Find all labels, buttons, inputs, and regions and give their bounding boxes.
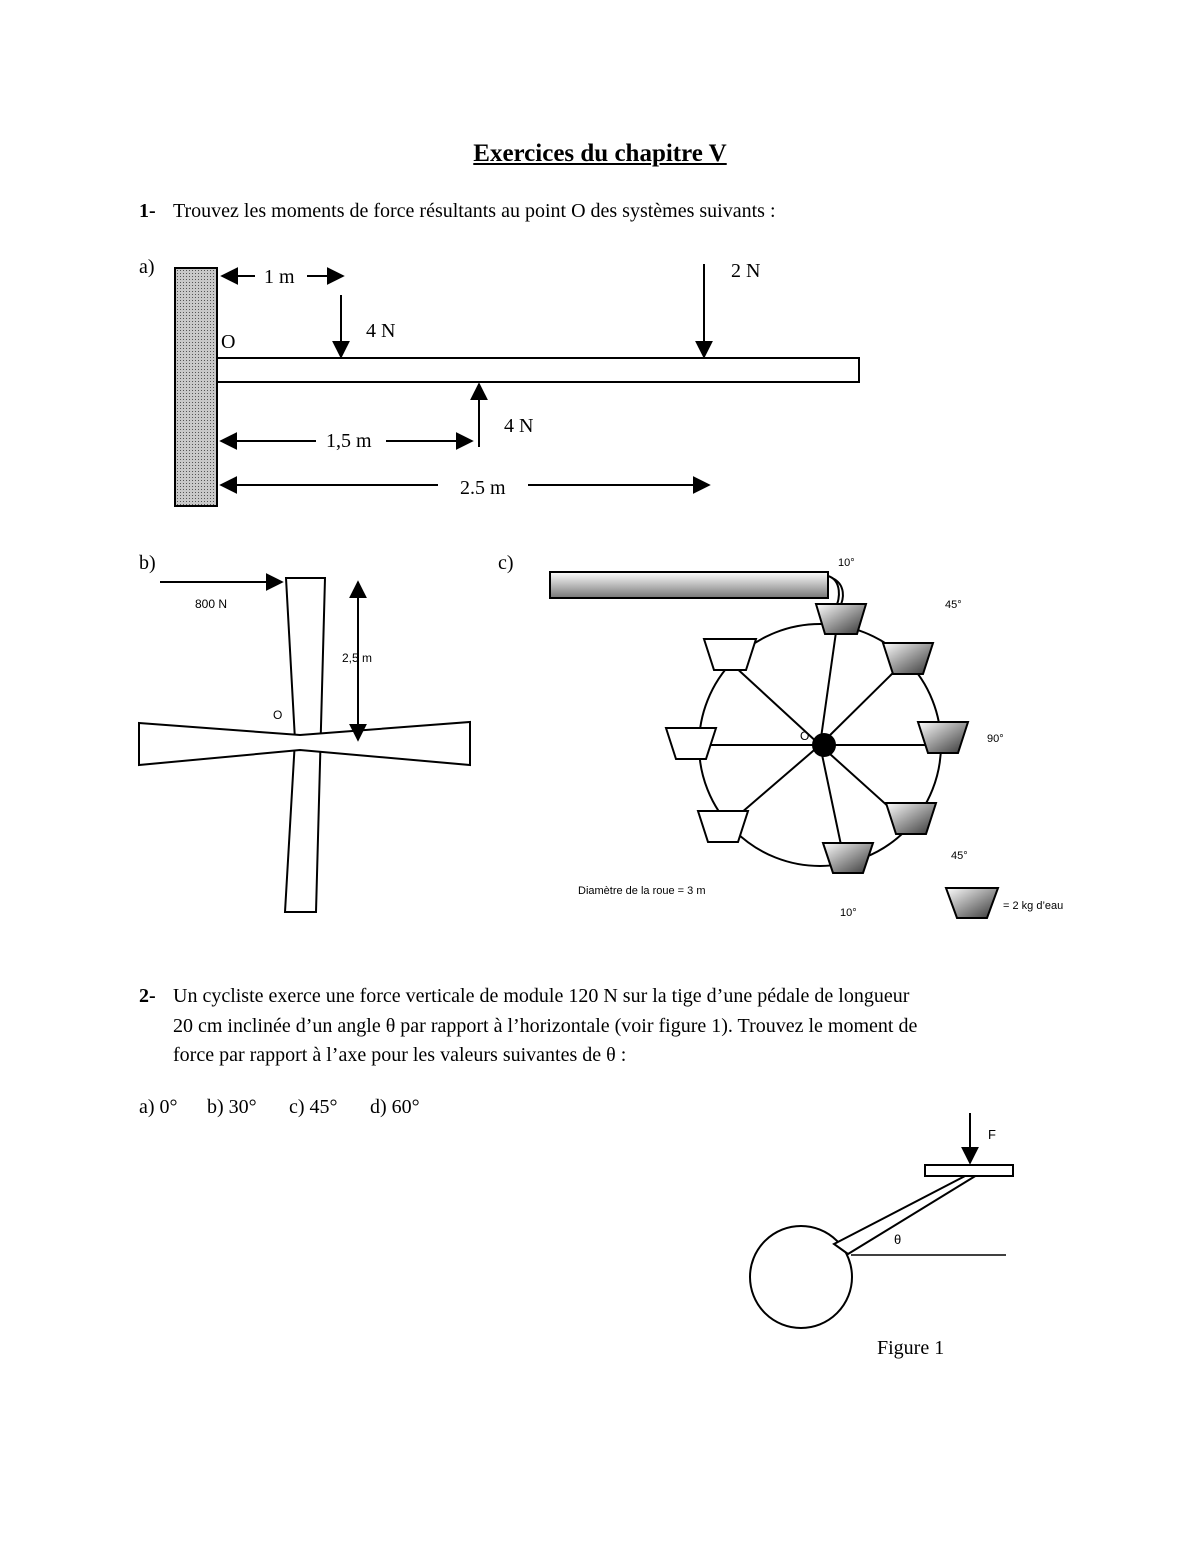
bucket-empty (666, 728, 716, 759)
question-2-line-2: 20 cm inclinée d’un angle θ par rapport à l’horizontale (voir figure 1). Trouvez le moment de (173, 1015, 918, 1037)
question-2-number: 2- (139, 985, 156, 1007)
force-4n-top-label: 4 N (366, 320, 396, 342)
figure-1-pedal (750, 1113, 1013, 1328)
diagram-c-wheel (550, 557, 1063, 919)
legend-bucket (946, 888, 998, 918)
force-800n-label: 800 N (195, 597, 228, 611)
pedal-platform (925, 1165, 1013, 1176)
wheel-diameter-label: Diamètre de la roue = 3 m (578, 885, 706, 897)
angle-45-bottom: 45° (951, 850, 968, 862)
bucket-filled (816, 604, 866, 634)
question-2-line-1: Un cycliste exerce une force verticale de module 120 N sur la tige d’une pédale de longueur (173, 985, 910, 1007)
dim-25m-b-label: 2,5 m (342, 651, 373, 665)
figure-1-caption: Figure 1 (877, 1337, 945, 1359)
channel-bar (550, 572, 828, 598)
option-b: b) 30° (207, 1096, 257, 1118)
bucket-empty (698, 811, 748, 842)
dim-15m-label: 1,5 m (326, 430, 372, 452)
option-a: a) 0° (139, 1096, 178, 1118)
origin-label: O (221, 331, 236, 353)
option-d: d) 60° (370, 1096, 420, 1118)
legend-label: = 2 kg d’eau (1003, 900, 1064, 912)
diagram-c-label: c) (498, 552, 514, 574)
angle-45-top: 45° (945, 599, 962, 611)
bucket-empty (704, 639, 756, 670)
angle-90: 90° (987, 733, 1004, 745)
angle-10-top: 10° (838, 557, 855, 569)
question-1-number: 1- (139, 200, 156, 222)
origin-b-label: O (273, 708, 283, 722)
force-2n-label: 2 N (731, 260, 761, 282)
beam (217, 358, 859, 382)
wheel-axle (812, 733, 836, 757)
angle-theta-label: θ (894, 1232, 902, 1247)
bucket-filled (886, 803, 936, 834)
force-f-label: F (988, 1127, 996, 1142)
question-1-text: Trouvez les moments de force résultants au point O des systèmes suivants : (173, 200, 776, 222)
wall (175, 268, 217, 506)
option-c: c) 45° (289, 1096, 338, 1118)
crank-circle (750, 1226, 852, 1328)
question-2-line-3: force par rapport à l’axe pour les valeurs suivantes de θ : (173, 1044, 627, 1066)
dim-25m-label: 2.5 m (460, 477, 506, 499)
diagram-b-cross (139, 578, 470, 912)
bucket-filled (823, 843, 873, 873)
angle-10-bottom: 10° (840, 907, 857, 919)
origin-c-label: O (800, 729, 810, 743)
bucket-filled (883, 643, 933, 674)
diagram-b-label: b) (139, 552, 156, 574)
diagram-a-label: a) (139, 256, 155, 278)
force-4n-bottom-label: 4 N (504, 415, 534, 437)
page-title: Exercices du chapitre V (473, 140, 727, 167)
pedal-rod (834, 1175, 977, 1254)
dim-1m-label: 1 m (264, 266, 295, 288)
bucket-filled (918, 722, 968, 753)
